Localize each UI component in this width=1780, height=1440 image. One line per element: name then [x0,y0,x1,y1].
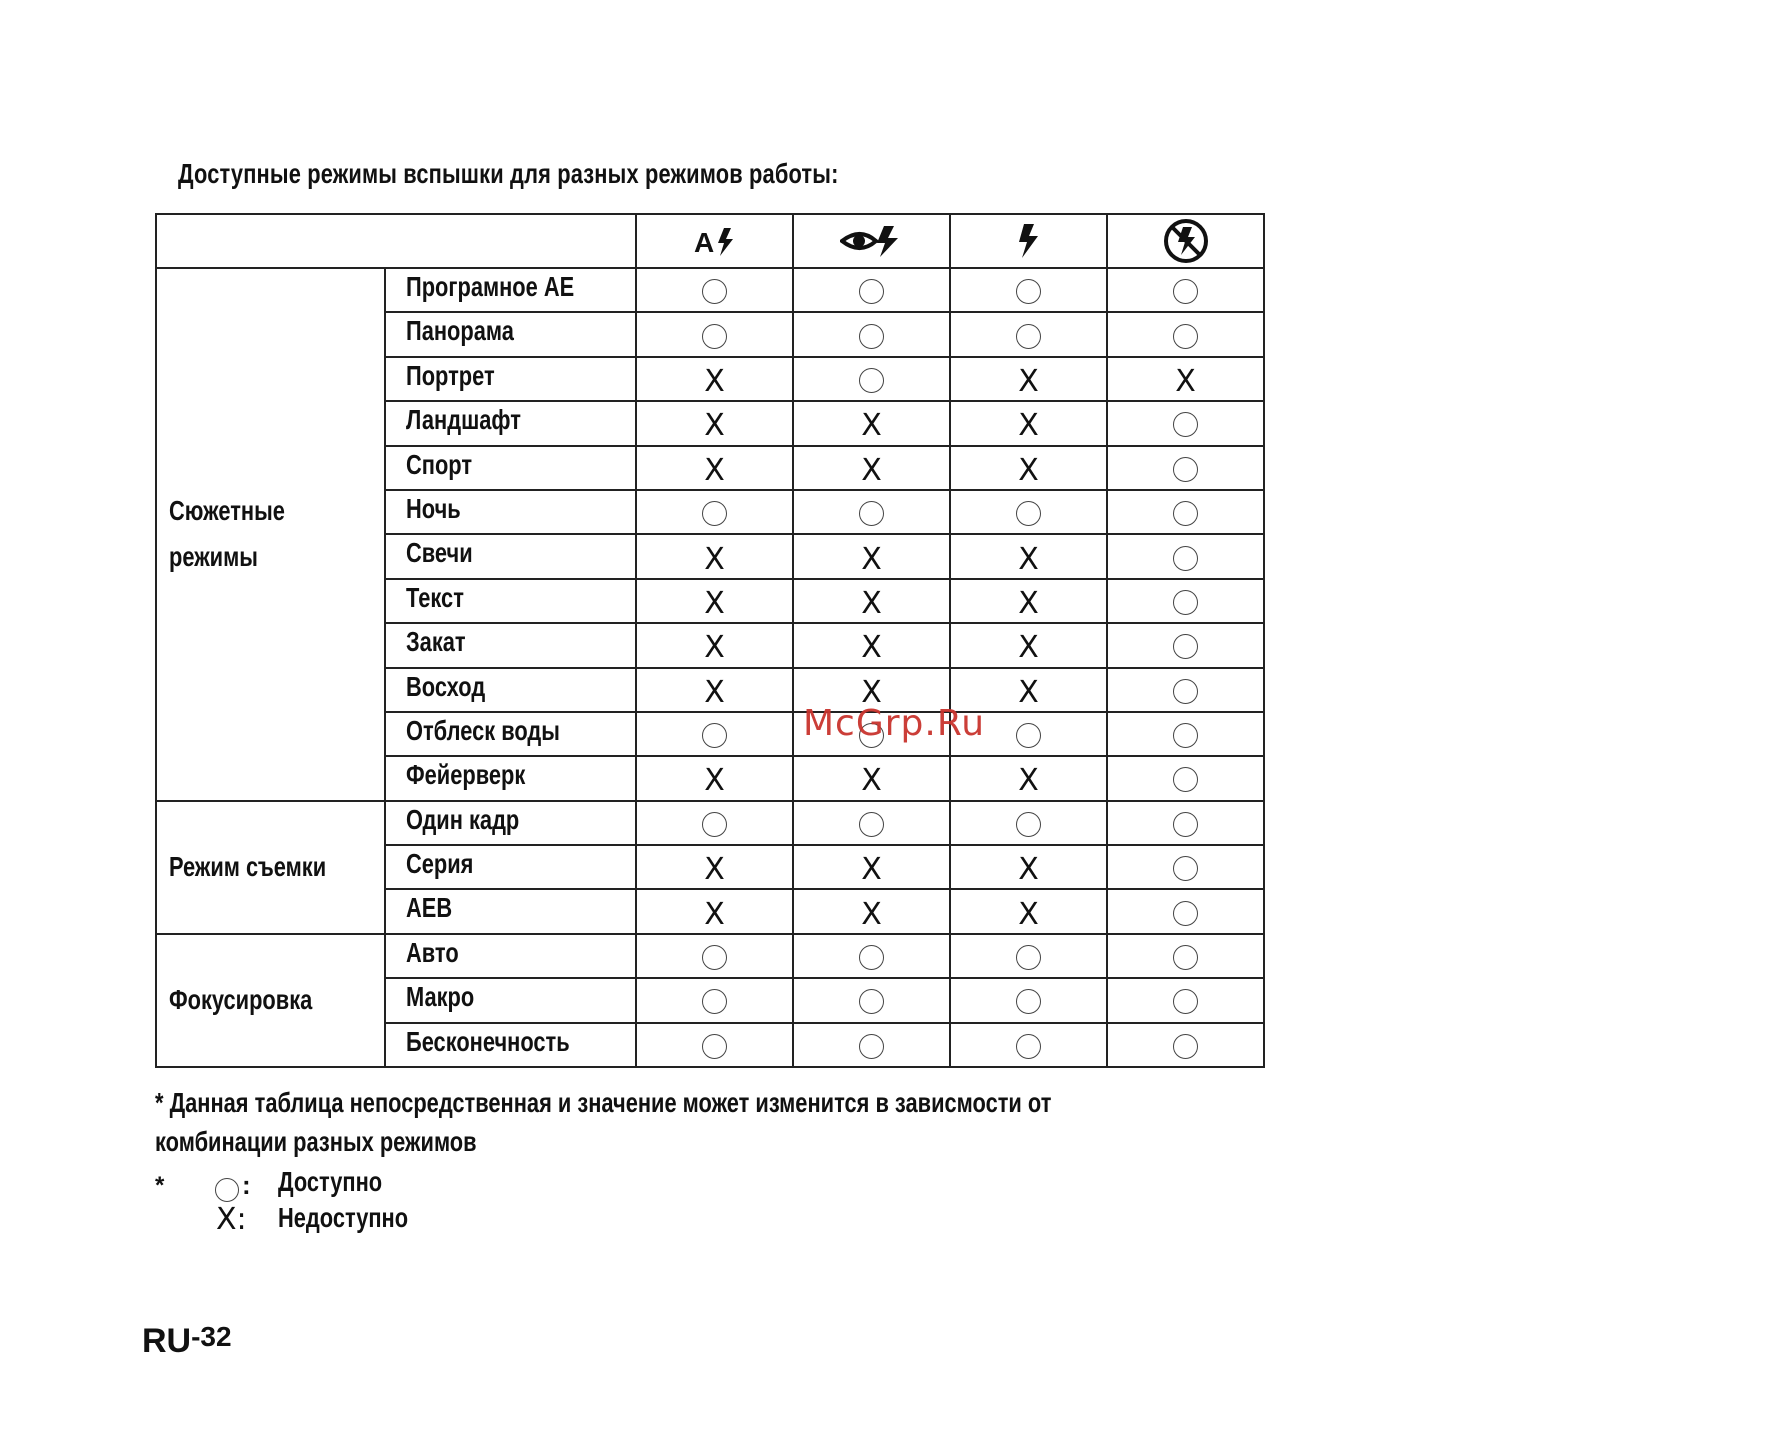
mark-cell [950,268,1107,312]
mark-cell [793,446,950,490]
legend-unavailable-symbol: X: [216,1202,247,1237]
mode-label: AEB [406,892,453,924]
mode-label: Макро [406,981,475,1013]
footnote-text-1: Данная таблица непосредственная и значение может изменится в зависмости от [169,1087,1052,1118]
mark-cell [950,490,1107,534]
mode-label: Текст [406,581,464,613]
mark-cell [1107,401,1264,445]
flash-red-eye-icon [840,223,904,259]
mode-label: Серия [406,848,474,880]
mark-cell [793,268,950,312]
available-circle-icon [1173,634,1198,659]
available-circle-icon [1016,501,1041,526]
available-circle-icon [1173,945,1198,970]
mark-cell [1107,1023,1264,1067]
mode-label: Програмное AE [406,271,575,302]
mark-cell [636,934,793,978]
unavailable-cross-icon: X [704,852,725,888]
mark-cell [793,889,950,933]
mark-cell [636,668,793,712]
unavailable-cross-icon: X [861,852,882,888]
mark-cell [636,357,793,401]
table-header-row [156,214,1264,268]
available-circle-icon [1016,324,1041,349]
mark-cell [636,845,793,889]
unavailable-cross-icon: X [861,408,882,444]
available-circle-icon [1173,856,1198,881]
flash-on-icon [1016,222,1042,260]
unavailable-cross-icon: X [1018,896,1039,932]
available-circle-icon [1173,679,1198,704]
mode-cell [385,756,636,800]
mark-cell [950,889,1107,933]
mark-cell [1107,534,1264,578]
mode-label: Бесконечность [406,1025,570,1057]
mark-cell [793,623,950,667]
available-circle-icon [859,945,884,970]
mark-cell [636,312,793,356]
mark-cell [636,623,793,667]
unavailable-cross-icon: X [704,674,725,710]
available-circle-icon [1173,501,1198,526]
unavailable-cross-icon: X [1175,363,1196,399]
mode-label: Авто [406,936,459,968]
mark-cell [793,1023,950,1067]
mark-cell [1107,889,1264,933]
mark-cell [1107,712,1264,756]
unavailable-cross-icon: X [704,541,725,577]
mode-label: Отблеск воды [406,714,560,746]
unavailable-cross-icon: X [1018,363,1039,399]
available-circle-icon [1016,812,1041,837]
unavailable-cross-icon: X [704,363,725,399]
flash-off-icon [1162,217,1210,265]
mode-label: Ландшафт [406,404,521,436]
mark-cell [950,756,1107,800]
mode-label: Один кадр [406,803,520,835]
legend-available-text: Доступно [278,1166,383,1197]
mode-cell [385,801,636,845]
unavailable-cross-icon: X [861,541,882,577]
mode-cell [385,312,636,356]
unavailable-cross-icon: X [704,408,725,444]
mark-cell [1107,312,1264,356]
unavailable-cross-icon: X [1018,852,1039,888]
group-label [156,801,385,934]
available-circle-icon [702,501,727,526]
unavailable-cross-icon: X [1018,763,1039,799]
group-label-line: Режим съемки [169,851,327,883]
header-flash-red-eye [793,214,950,268]
mode-cell [385,357,636,401]
available-circle-icon [1173,1034,1198,1059]
unavailable-cross-icon: X [861,585,882,621]
available-circle-icon [702,945,727,970]
mark-cell [950,446,1107,490]
unavailable-cross-icon: X [704,896,725,932]
available-circle-icon [1173,279,1198,304]
mark-cell [1107,490,1264,534]
mode-cell [385,934,636,978]
mark-cell [636,490,793,534]
available-circle-icon [859,812,884,837]
available-circle-icon [859,368,884,393]
mark-cell [950,534,1107,578]
available-circle-icon [1173,546,1198,571]
mark-cell [636,712,793,756]
watermark: McGrp.Ru [803,703,986,744]
mode-label: Ночь [406,492,461,524]
unavailable-cross-icon: X [1018,630,1039,666]
flash-modes-table [155,213,1265,1068]
mark-cell [950,312,1107,356]
unavailable-cross-icon: X [1018,452,1039,488]
mode-cell [385,623,636,667]
table-row [156,801,1264,845]
group-label [156,268,385,801]
unavailable-cross-icon: X [704,630,725,666]
header-empty-cell [156,214,636,268]
mark-cell [636,889,793,933]
mark-cell [636,756,793,800]
mode-label: Свечи [406,537,473,569]
mark-cell [793,357,950,401]
available-circle-icon [1016,279,1041,304]
unavailable-cross-icon: X [704,452,725,488]
mark-cell [793,534,950,578]
unavailable-cross-icon: X [704,763,725,799]
header-flash-off [1107,214,1264,268]
mode-cell [385,534,636,578]
page-title: Доступные режимы вспышки для разных режимов работы: [178,158,839,189]
table-row [156,934,1264,978]
mark-cell [950,978,1107,1022]
page-number [142,1322,232,1361]
mark-cell [636,978,793,1022]
unavailable-cross-icon: X [861,896,882,932]
available-circle-icon [859,279,884,304]
mode-label: Фейерверк [406,759,526,791]
mark-cell [1107,579,1264,623]
mark-cell [793,756,950,800]
mark-cell [636,534,793,578]
mark-cell [950,623,1107,667]
mark-cell [1107,845,1264,889]
unavailable-cross-icon: X [861,763,882,799]
mark-cell [793,845,950,889]
mark-cell [950,1023,1107,1067]
available-circle-icon [702,989,727,1014]
flash-auto-icon [693,224,737,258]
group-label-line: Сюжетные [169,495,285,527]
mode-cell [385,978,636,1022]
group-label [156,934,385,1067]
header-flash-on [950,214,1107,268]
page-prefix: RU [142,1322,192,1360]
mode-cell [385,712,636,756]
unavailable-cross-icon: X [1018,674,1039,710]
mode-cell [385,845,636,889]
footnote-text-2: комбинации разных режимов [155,1126,477,1157]
available-circle-icon [1173,590,1198,615]
unavailable-cross-icon: X [861,630,882,666]
available-circle-icon [702,723,727,748]
unavailable-cross-icon: X [861,452,882,488]
table-row [156,268,1264,312]
available-circle-icon [1173,324,1198,349]
mark-cell [1107,268,1264,312]
mark-cell [950,401,1107,445]
mark-cell [636,446,793,490]
mark-cell [1107,446,1264,490]
available-circle-icon [1016,989,1041,1014]
mode-cell [385,268,636,312]
available-circle-icon [1173,989,1198,1014]
mark-cell [793,934,950,978]
mark-cell [1107,756,1264,800]
available-circle-icon [859,989,884,1014]
available-circle-icon [859,1034,884,1059]
mode-cell [385,668,636,712]
mark-cell [793,978,950,1022]
unavailable-cross-icon: X [704,585,725,621]
unavailable-cross-icon: X [1018,585,1039,621]
mark-cell [950,579,1107,623]
mark-cell [1107,668,1264,712]
unavailable-cross-icon: X [861,674,882,710]
mode-label: Восход [406,670,486,702]
mark-cell [793,579,950,623]
mark-cell [1107,623,1264,667]
mark-cell [636,268,793,312]
group-label-line: режимы [169,541,258,573]
unavailable-cross-icon: X [1018,541,1039,577]
available-circle-icon [1016,1034,1041,1059]
legend-star: * [155,1172,165,1199]
mode-cell [385,1023,636,1067]
mode-cell [385,446,636,490]
mark-cell [636,1023,793,1067]
mark-cell [1107,357,1264,401]
footnote-line-1 [155,1087,1051,1119]
available-circle-icon [702,279,727,304]
available-circle-icon [215,1178,239,1202]
available-circle-icon [859,501,884,526]
mark-cell [636,401,793,445]
available-circle-icon [702,1034,727,1059]
legend-unavailable-text: Недоступно [278,1202,409,1233]
mode-cell [385,401,636,445]
mode-cell [385,579,636,623]
table-body [156,268,1264,1067]
available-circle-icon [1173,723,1198,748]
page-number-value: -32 [191,1321,232,1352]
legend-available-symbol: : [242,1170,251,1200]
available-circle-icon [1016,723,1041,748]
available-circle-icon [702,812,727,837]
mark-cell [793,401,950,445]
mark-cell [1107,934,1264,978]
unavailable-cross-icon: X [1018,408,1039,444]
mark-cell [1107,801,1264,845]
mark-cell [636,579,793,623]
mode-label: Панорама [406,315,514,347]
mark-cell [950,357,1107,401]
mark-cell [950,845,1107,889]
mode-label: Спорт [406,448,473,480]
mark-cell [793,801,950,845]
group-label-line: Фокусировка [169,984,313,1016]
mark-cell [1107,978,1264,1022]
available-circle-icon [1173,812,1198,837]
mode-label: Портрет [406,359,495,391]
mode-cell [385,889,636,933]
available-circle-icon [1173,767,1198,792]
mark-cell [793,312,950,356]
mark-cell [793,490,950,534]
header-flash-auto [636,214,793,268]
footnote-star: * [155,1087,164,1118]
mark-cell [636,801,793,845]
available-circle-icon [702,324,727,349]
available-circle-icon [1016,945,1041,970]
mode-label: Закат [406,626,466,658]
flash-auto-letter: A [693,227,714,258]
available-circle-icon [1173,457,1198,482]
mark-cell [950,934,1107,978]
available-circle-icon [1173,412,1198,437]
mark-cell [950,801,1107,845]
mode-cell [385,490,636,534]
available-circle-icon [859,324,884,349]
available-circle-icon [1173,901,1198,926]
